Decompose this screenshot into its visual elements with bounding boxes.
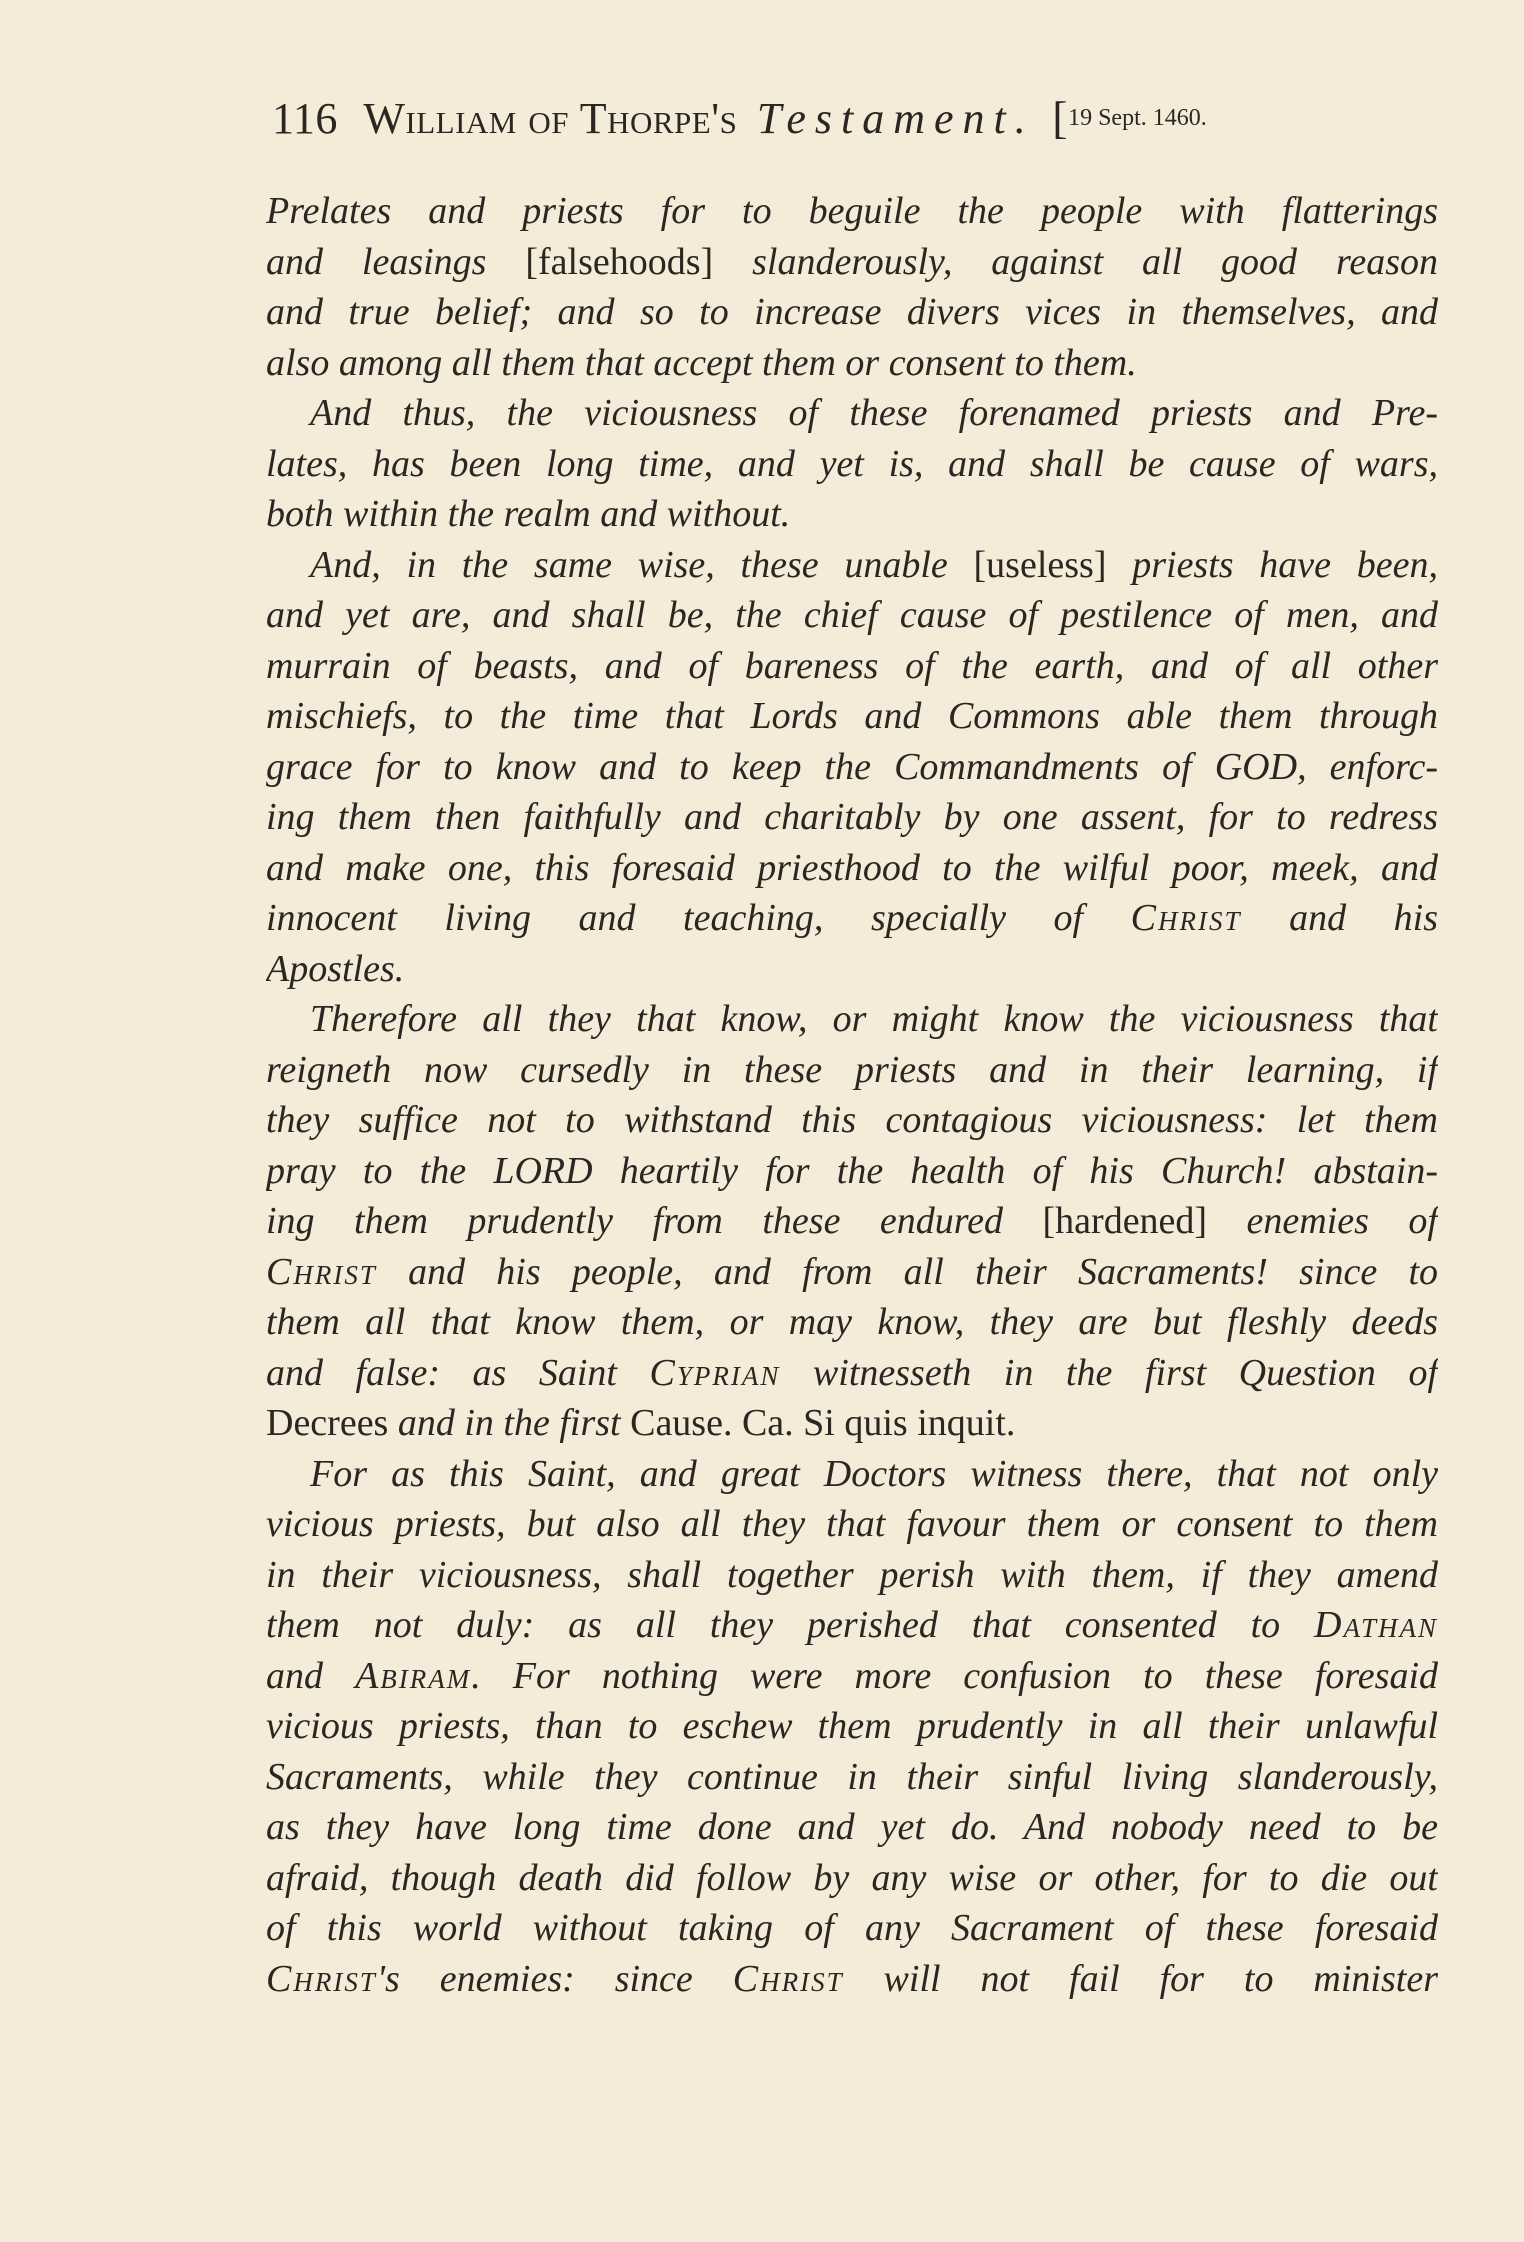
roman-text: [hardened] — [1042, 1200, 1208, 1242]
small-caps-name: Cyprian — [649, 1351, 781, 1394]
italic-text: them all that know them, or may know, they are but fleshly deeds — [266, 1301, 1438, 1343]
header-date: 19 Sept. 1460. — [1068, 105, 1207, 131]
page-number: 116 — [272, 94, 338, 143]
italic-text: innocent living and teaching, specially of — [266, 897, 1131, 939]
small-caps-name: Dathan — [1314, 1604, 1438, 1646]
italic-text: grace for to know and to keep the Commandments of GOD, enforc- — [266, 745, 1438, 788]
italic-text: reigneth now cursedly in these priests and in their learning, if — [266, 1048, 1438, 1091]
small-caps-name: Christ — [266, 1957, 377, 2000]
italic-text: priests have been, — [1106, 543, 1438, 586]
text-line — [266, 1196, 1438, 1247]
running-header — [272, 88, 1442, 148]
body-text — [266, 186, 1438, 2004]
text-line — [266, 994, 1438, 1045]
text-line — [266, 439, 1438, 490]
roman-text: Decrees — [266, 1402, 398, 1444]
text-line — [266, 489, 1438, 540]
text-line — [266, 691, 1438, 742]
italic-text: . For nothing were more confusion to these foresaid — [471, 1654, 1438, 1697]
italic-text: vicious priests, but also all they that favour them or consent to them — [266, 1503, 1438, 1545]
text-line — [266, 1095, 1438, 1146]
roman-text: [useless] — [973, 543, 1107, 586]
italic-text: of this world without taking of any Sacrament of these foresaid — [266, 1907, 1438, 1949]
date-bracket: [ — [1052, 92, 1069, 143]
text-line — [266, 287, 1438, 338]
small-caps-name: Christ — [1130, 897, 1242, 939]
text-line — [266, 1348, 1438, 1399]
small-caps-name: Christ — [266, 1250, 377, 1293]
italic-text: also among all them that accept them or consent to them. — [266, 341, 1137, 384]
italic-text: And, in the same wise, these unable — [310, 543, 974, 586]
italic-text: and — [266, 1654, 356, 1697]
italic-text: and true belief; and so to increase divers vices in themselves, and — [266, 291, 1438, 333]
italic-text: in their viciousness, shall together perish with them, if they amend — [266, 1553, 1438, 1596]
running-title-testament: Testament. — [756, 94, 1035, 143]
italic-text: and leasings — [266, 240, 526, 283]
text-line — [266, 1449, 1438, 1500]
italic-text: as they have long time done and yet do. And nobody need to be — [266, 1806, 1438, 1848]
small-caps-name: Christ — [732, 1957, 844, 2000]
italic-text: For as this Saint, and great Doctors witness there, that not only — [310, 1452, 1438, 1495]
text-line — [266, 237, 1438, 288]
italic-text: Prelates and priests for to beguile the people with flatterings — [266, 190, 1438, 232]
italic-text: and false: as Saint — [266, 1351, 650, 1394]
italic-text: and yet are, and shall be, the chief cause of pestilence of men, and — [266, 594, 1438, 636]
text-line — [266, 1651, 1438, 1702]
italic-text: ing them then faithfully and charitably by one assent, for to redress — [266, 796, 1438, 838]
text-line — [266, 540, 1438, 591]
roman-text: [falsehoods] — [525, 240, 714, 283]
italic-text: and his — [1241, 897, 1438, 939]
text-line — [266, 1802, 1438, 1853]
text-line — [266, 1752, 1438, 1803]
text-line — [266, 944, 1438, 995]
italic-text: they suffice not to withstand this contagious viciousness: let them — [266, 1099, 1438, 1141]
italic-text: and make one, this foresaid priesthood to the wilful poor, meek, and — [266, 846, 1438, 889]
italic-text: mischiefs, to the time that Lords and Commons able them through — [266, 695, 1438, 737]
italic-text: both within the realm and without. — [266, 493, 791, 535]
italic-text: enemies of — [1207, 1200, 1438, 1242]
text-line — [266, 843, 1438, 894]
text-line — [266, 1146, 1438, 1197]
italic-text: murrain of beasts, and of bareness of the earth, and of all other — [266, 644, 1438, 687]
italic-text: And thus, the viciousness of these forenamed priests and Pre- — [310, 392, 1438, 434]
text-line — [266, 590, 1438, 641]
italic-text: ing them prudently from these endured — [266, 1200, 1043, 1242]
text-line — [266, 792, 1438, 843]
running-title: William of Thorpe's — [363, 94, 738, 143]
text-line — [266, 1954, 1438, 2005]
text-line — [266, 1398, 1438, 1449]
text-line — [266, 388, 1438, 439]
italic-text: and his people, and from all their Sacraments! since to — [376, 1250, 1438, 1293]
text-line — [266, 1499, 1438, 1550]
italic-text: 's enemies: since — [376, 1957, 733, 2000]
italic-text: lates, has been long time, and yet is, and shall be cause of wars, — [266, 442, 1438, 485]
italic-text: witnesseth in the first Question of — [780, 1351, 1438, 1394]
text-line — [266, 1045, 1438, 1096]
italic-text: Therefore all they that know, or might know the viciousness that — [310, 998, 1438, 1040]
text-line — [266, 1701, 1438, 1752]
text-line — [266, 1853, 1438, 1904]
italic-text: Sacraments, while they continue in their sinful living slanderously, — [266, 1755, 1438, 1798]
italic-text: vicious priests, than to eschew them prudently in all their unlawful — [266, 1705, 1438, 1747]
text-line — [266, 893, 1438, 944]
text-line — [266, 641, 1438, 692]
small-caps-name: Abiram — [355, 1654, 472, 1697]
text-line — [266, 1550, 1438, 1601]
text-line — [266, 338, 1438, 389]
italic-text: them not duly: as all they perished that consented to — [266, 1604, 1315, 1646]
text-line — [266, 1600, 1438, 1651]
text-line — [266, 1247, 1438, 1298]
italic-text: slanderously, against all good reason — [713, 240, 1438, 283]
text-line — [266, 742, 1438, 793]
roman-text: Cause. Ca. Si quis inquit. — [620, 1402, 1016, 1444]
italic-text: afraid, though death did follow by any wise or other, for to die out — [266, 1856, 1438, 1899]
text-line — [266, 1297, 1438, 1348]
text-line — [266, 186, 1438, 237]
italic-text: and in the first — [397, 1402, 621, 1444]
text-line — [266, 1903, 1438, 1954]
italic-text: pray to the LORD heartily for the health of his Church! abstain- — [266, 1149, 1438, 1192]
italic-text: will not fail for to minister — [843, 1957, 1438, 2000]
italic-text: Apostles. — [266, 947, 405, 990]
